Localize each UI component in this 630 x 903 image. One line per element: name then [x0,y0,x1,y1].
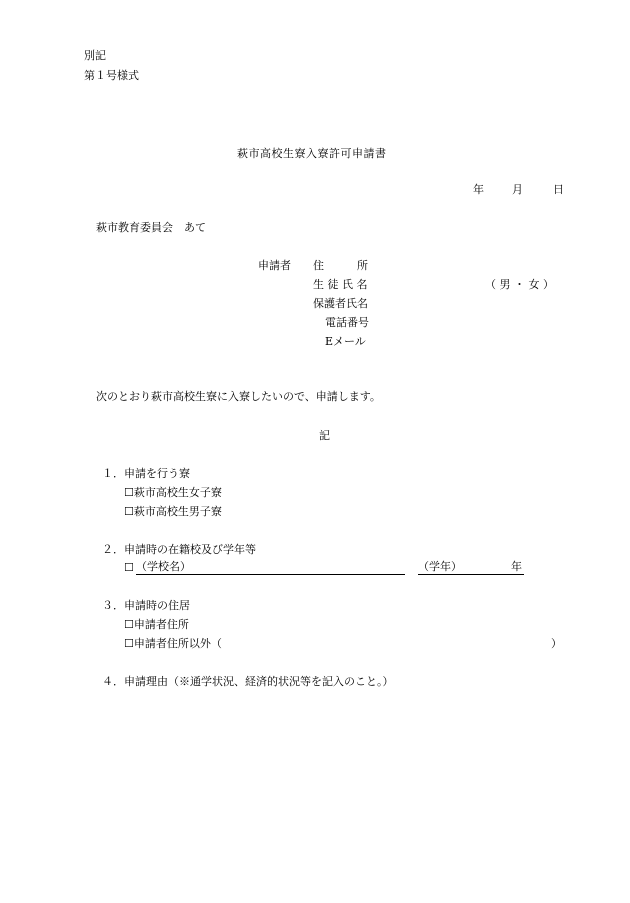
checkbox-icon[interactable]: ☐ [124,561,134,574]
address-label: 住 所 [313,259,368,272]
option-applicant-address[interactable] [124,619,189,630]
school-name-field[interactable] [136,561,405,575]
applicant-label: 申請者 [258,259,291,272]
section4-heading: ４．申請理由（※通学状況、経済的状況等を記入のこと。） [102,675,394,688]
document-title: 萩市高校生寮入寮許可申請書 [237,147,387,160]
checkbox-icon[interactable]: ☐ [124,486,134,499]
option-boys-dormitory[interactable] [124,506,222,517]
school-checkbox[interactable] [124,562,134,573]
section2-heading: ２．申請時の在籍校及び学年等 [102,543,256,556]
ki-heading: 記 [319,429,330,442]
school-name-label: （学校名） [136,560,191,573]
phone-label: 電話番号 [325,316,369,329]
recipient: 萩市教育委員会 あて [96,221,206,234]
option-girls-dormitory[interactable] [124,487,222,498]
checkbox-icon[interactable]: ☐ [124,618,134,631]
date-year: 年 [473,183,484,196]
application-statement: 次のとおり萩市高校生寮に入寮したいので、申請します。 [96,390,381,403]
gender-choice: （ 男 ・ 女 ） [485,278,554,291]
date-day: 日 [553,183,564,196]
option-other-address[interactable] [124,638,222,649]
checkbox-icon[interactable]: ☐ [124,505,134,518]
guardian-name-label: 保護者氏名 [313,297,368,310]
date-month: 月 [512,183,523,196]
grade-label: （学年） [418,560,462,573]
option-label: 申請者住所 [133,618,189,631]
email-label: Eメール [325,335,366,348]
year-suffix: 年 [511,560,522,573]
option-label: 萩市高校生女子寮 [133,486,222,499]
other-address-close-paren: ） [551,637,562,650]
section3-heading: ３．申請時の住居 [102,599,190,612]
option-label: 申請者住所以外（ [133,637,222,650]
annex-label: 別記 [84,49,106,62]
option-label: 萩市高校生男子寮 [133,505,222,518]
grade-field[interactable] [418,561,524,575]
form-number: 第１号様式 [84,69,139,82]
section1-heading: １．申請を行う寮 [102,467,190,480]
student-name-label: 生 徒 氏 名 [313,278,368,291]
checkbox-icon[interactable]: ☐ [124,637,134,650]
